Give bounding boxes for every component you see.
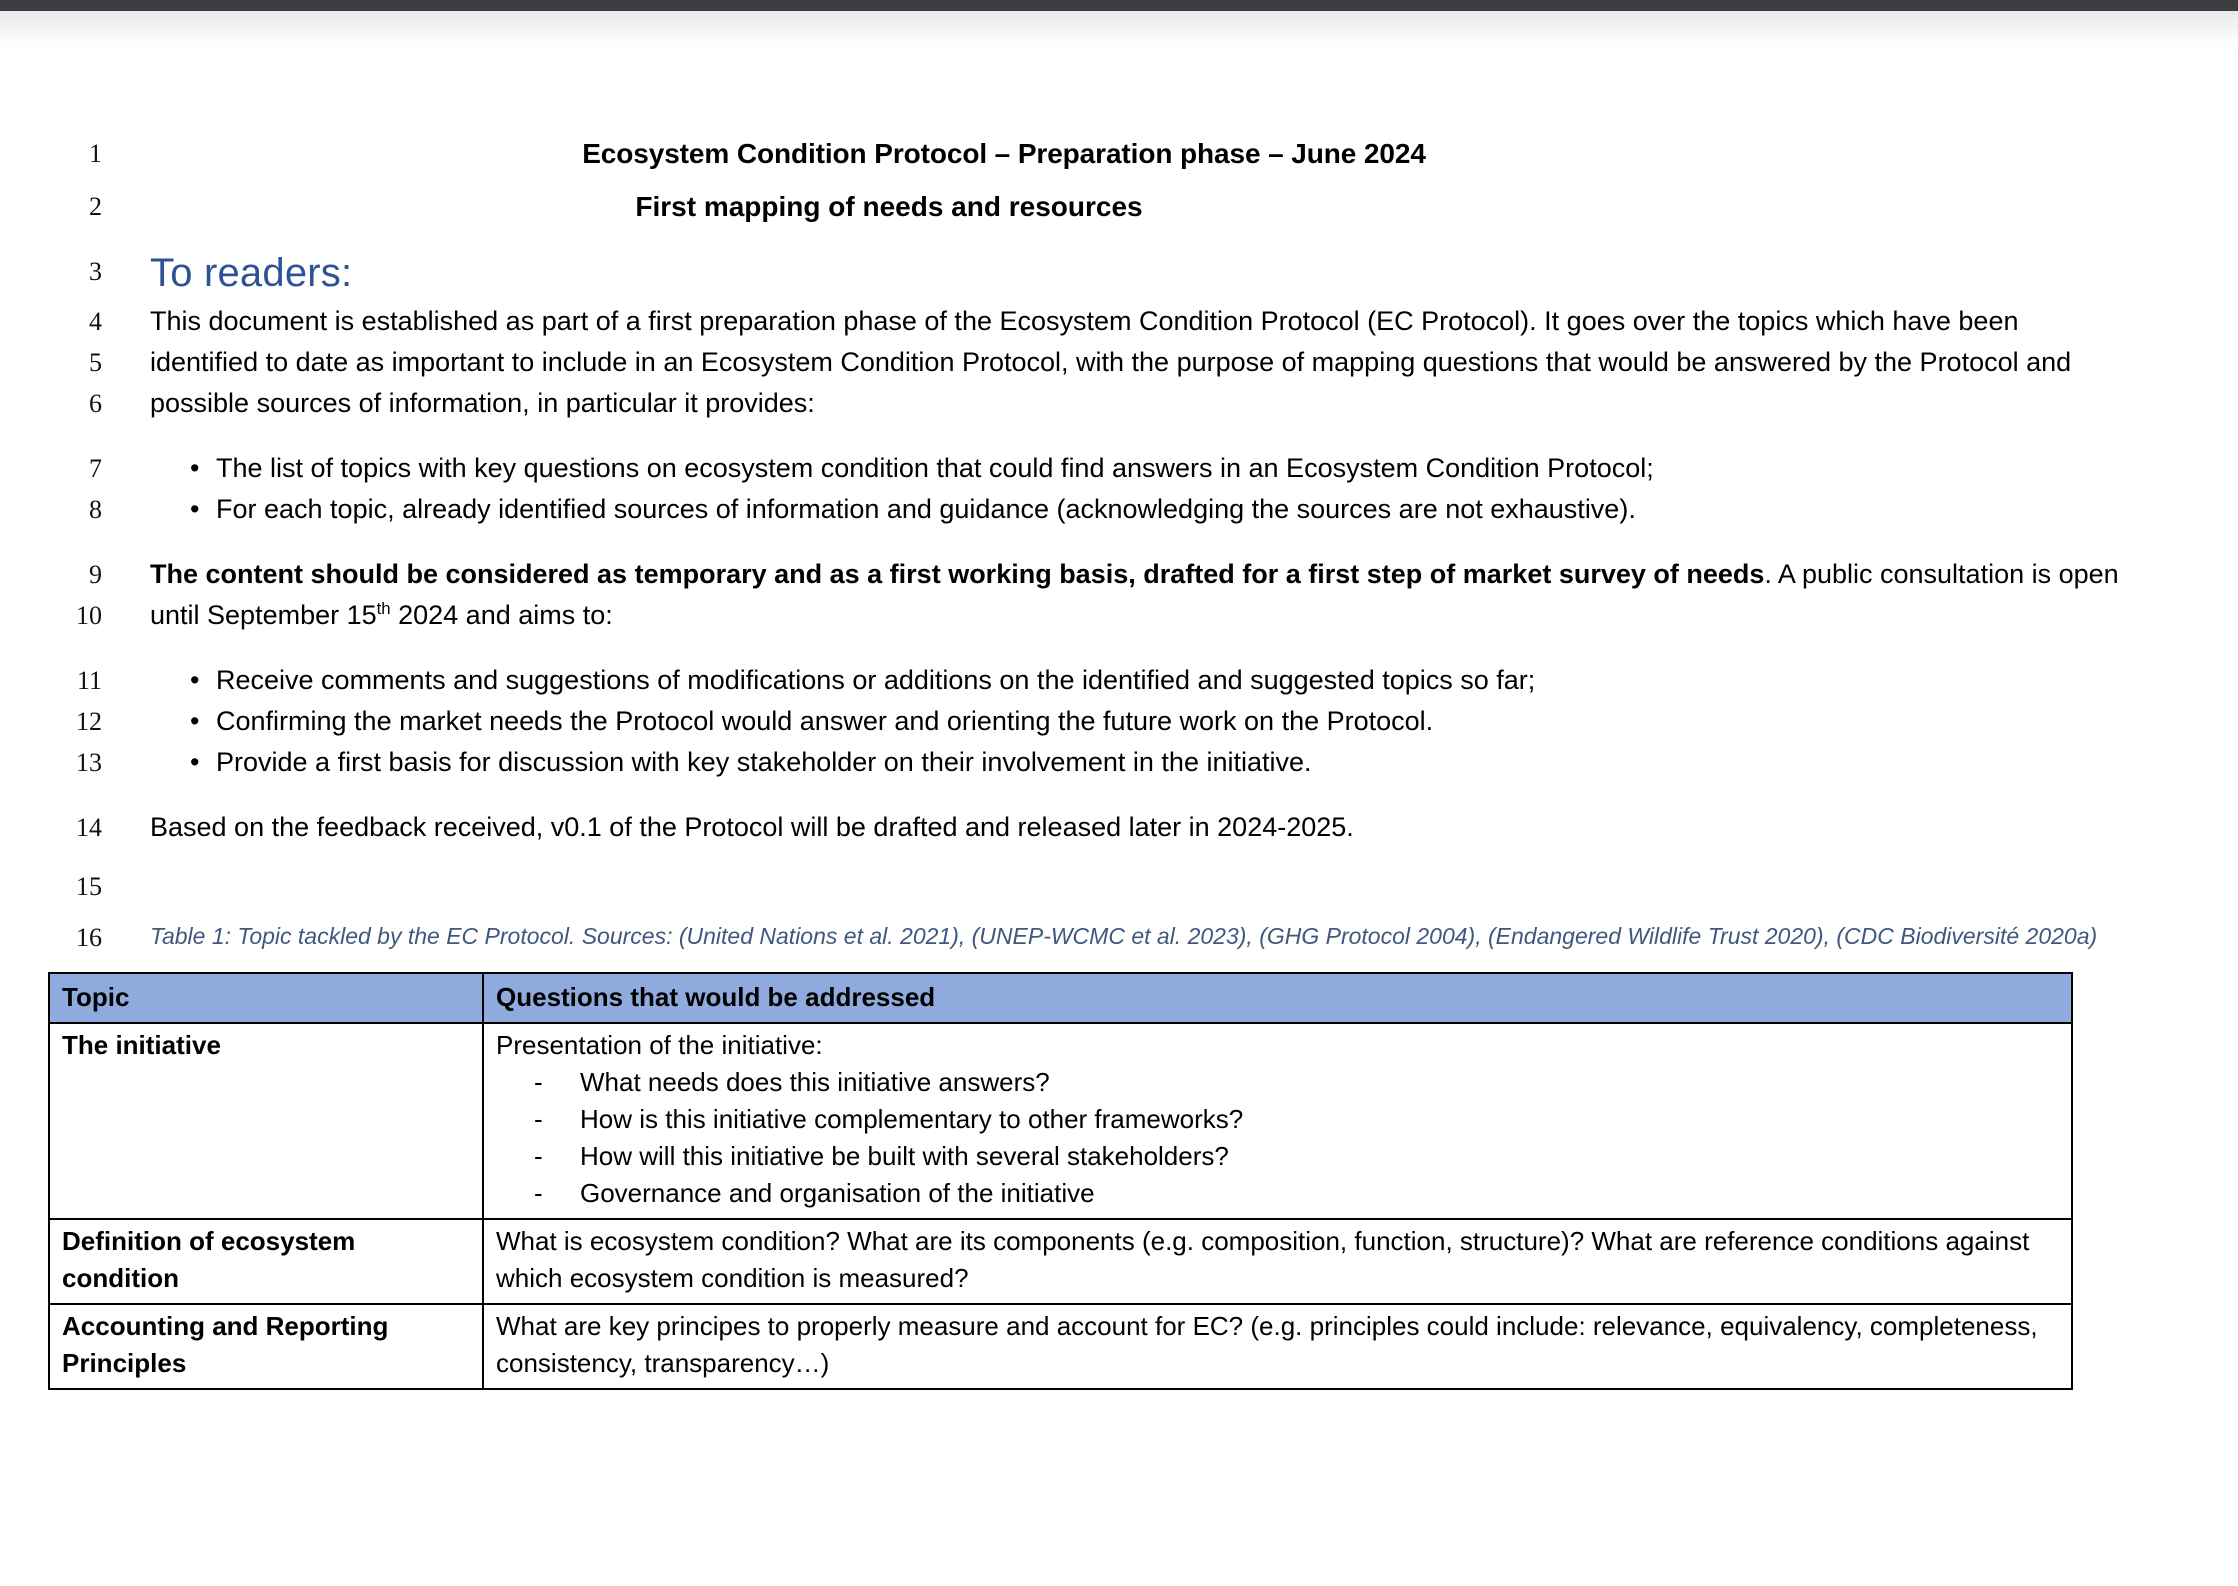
cell-questions: What are key principes to properly measure and account for EC? (e.g. principles could include: relevance, equivalency, completeness, consistency, transparency…) bbox=[483, 1304, 2072, 1389]
line-number: 4 bbox=[89, 307, 102, 336]
cell-questions: What is ecosystem condition? What are its components (e.g. composition, function, structure)? What are reference conditions against which ecosystem condition is measured? bbox=[483, 1219, 2072, 1304]
line-row-1 bbox=[0, 133, 2238, 174]
column-header-questions: Questions that would be addressed bbox=[483, 973, 2072, 1023]
table-caption: Table 1: Topic tackled by the EC Protocol. Sources: (United Nations et al. 2021), (UNEP-WCMC et al. 2023), (GHG Protocol 2004), (Endangered Wildlife Trust 2020), (CDC Biodiversité 2020a) bbox=[150, 923, 2098, 949]
list-item-text: Receive comments and suggestions of modifications or additions on the identified and suggested topics so far; bbox=[216, 665, 1536, 695]
sub-question-text: Governance and organisation of the initiative bbox=[580, 1178, 1095, 1208]
ordinal-suffix: th bbox=[376, 599, 391, 618]
line-row-13 bbox=[0, 742, 2238, 783]
table-row bbox=[49, 1023, 2072, 1219]
list-item bbox=[150, 448, 2058, 489]
list-item bbox=[150, 489, 2058, 530]
list-item-text: The list of topics with key questions on ecosystem condition that could find answers in an Ecosystem Condition Protocol; bbox=[216, 453, 1654, 483]
line-number: 14 bbox=[76, 813, 102, 842]
line-row-16 bbox=[0, 917, 2238, 958]
dash-glyph: - bbox=[534, 1141, 543, 1171]
bullet-glyph: • bbox=[190, 494, 200, 524]
sub-question-item bbox=[496, 1101, 2061, 1138]
list-item bbox=[150, 701, 2058, 742]
table-header-row bbox=[49, 973, 2072, 1023]
line-row-12 bbox=[0, 701, 2238, 742]
bullet-glyph: • bbox=[190, 665, 200, 695]
bullet-glyph: • bbox=[190, 706, 200, 736]
line-number: 3 bbox=[89, 257, 102, 286]
dash-glyph: - bbox=[534, 1067, 543, 1097]
line-row-14 bbox=[0, 807, 2238, 848]
consultation-text-a: . A public consultation is open until September 15 bbox=[150, 559, 2119, 630]
temporary-content-bold: The content should be considered as temporary and as a first working basis, drafted for a first step of market survey of needs bbox=[150, 559, 1765, 589]
list-item bbox=[150, 742, 2058, 783]
list-item bbox=[150, 660, 2058, 701]
line-number: 8 bbox=[89, 495, 102, 524]
line-row-3 bbox=[0, 251, 2238, 295]
line-number: 12 bbox=[76, 707, 102, 736]
topics-table-wrapper bbox=[48, 972, 2073, 1390]
window-title-bar bbox=[0, 0, 2238, 11]
dash-glyph: - bbox=[534, 1104, 543, 1134]
section-heading-to-readers: To readers: bbox=[150, 251, 353, 295]
line-number: 5 bbox=[89, 348, 102, 377]
line-number: 13 bbox=[76, 748, 102, 777]
consultation-text-b: 2024 and aims to: bbox=[390, 600, 613, 630]
dash-glyph: - bbox=[534, 1178, 543, 1208]
question-intro: Presentation of the initiative: bbox=[496, 1030, 823, 1060]
cell-topic: Definition of ecosystem condition bbox=[49, 1219, 483, 1304]
sub-question-item bbox=[496, 1175, 2061, 1212]
list-item-text: Provide a first basis for discussion with key stakeholder on their involvement in the initiative. bbox=[216, 747, 1312, 777]
sub-question-item bbox=[496, 1064, 2061, 1101]
line-number: 10 bbox=[76, 601, 102, 630]
intro-paragraph: This document is established as part of a first preparation phase of the Ecosystem Condition Protocol (EC Protocol). It goes over the topics which have been identified to date as important to include in an Ecosystem Condition Protocol, with the purpose of mapping questions that would be answered by the Protocol and possible sources of information, in particular it provides: bbox=[150, 306, 2072, 418]
line-number: 1 bbox=[89, 139, 102, 168]
sub-question-text: How will this initiative be built with several stakeholders? bbox=[580, 1141, 1229, 1171]
temporary-content-paragraph bbox=[150, 554, 2128, 636]
sub-question-text: What needs does this initiative answers? bbox=[580, 1067, 1050, 1097]
sub-question-list bbox=[496, 1064, 2061, 1212]
document-subtitle: First mapping of needs and resources bbox=[635, 191, 1143, 222]
bullet-glyph: • bbox=[190, 747, 200, 777]
line-number: 16 bbox=[76, 923, 102, 952]
line-number: 9 bbox=[89, 560, 102, 589]
feedback-paragraph: Based on the feedback received, v0.1 of the Protocol will be drafted and released later in 2024-2025. bbox=[150, 812, 1354, 842]
sub-question-item bbox=[496, 1138, 2061, 1175]
column-header-topic: Topic bbox=[49, 973, 483, 1023]
list-item-text: Confirming the market needs the Protocol would answer and orienting the future work on the Protocol. bbox=[216, 706, 1434, 736]
bullet-glyph: • bbox=[190, 453, 200, 483]
list-item-text: For each topic, already identified sources of information and guidance (acknowledging the sources are not exhaustive). bbox=[216, 494, 1636, 524]
line-number: 15 bbox=[76, 872, 102, 901]
cell-topic: Accounting and Reporting Principles bbox=[49, 1304, 483, 1389]
document-title: Ecosystem Condition Protocol – Preparation phase – June 2024 bbox=[582, 138, 1426, 169]
line-number: 7 bbox=[89, 454, 102, 483]
line-number: 11 bbox=[76, 666, 102, 695]
line-row-2 bbox=[0, 186, 2238, 227]
table-row bbox=[49, 1304, 2072, 1389]
cell-topic: The initiative bbox=[49, 1023, 483, 1219]
line-number: 6 bbox=[89, 389, 102, 418]
line-row-11 bbox=[0, 660, 2238, 701]
viewer-toolbar-fade bbox=[0, 11, 2238, 55]
empty-line bbox=[150, 866, 2058, 907]
sub-question-text: How is this initiative complementary to other frameworks? bbox=[580, 1104, 1244, 1134]
topics-table bbox=[48, 972, 2073, 1390]
table-row bbox=[49, 1219, 2072, 1304]
line-row-7 bbox=[0, 448, 2238, 489]
line-number: 2 bbox=[89, 192, 102, 221]
line-row-8 bbox=[0, 489, 2238, 530]
line-row-15 bbox=[0, 866, 2238, 907]
cell-questions bbox=[483, 1023, 2072, 1219]
document-page bbox=[0, 55, 2238, 1586]
